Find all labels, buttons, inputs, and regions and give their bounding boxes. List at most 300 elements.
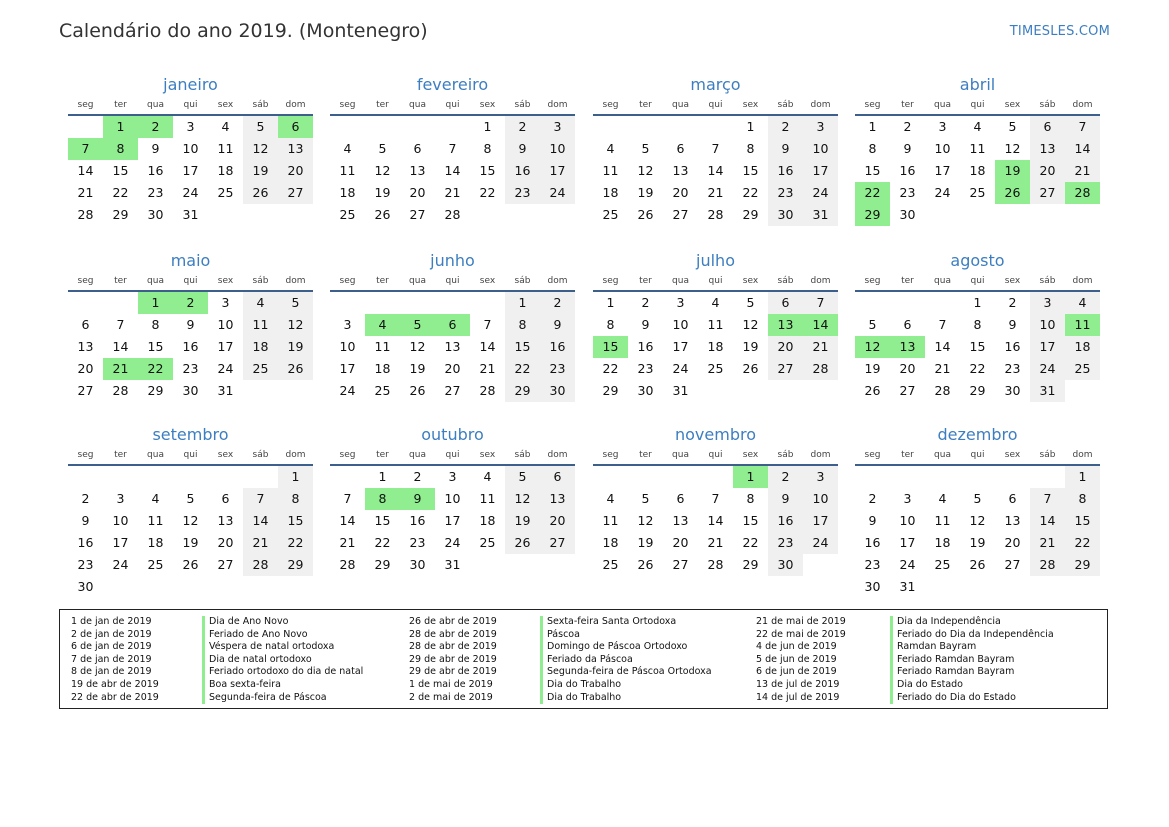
day-cell[interactable]: 12	[278, 314, 313, 336]
day-cell[interactable]: 19	[278, 336, 313, 358]
day-cell[interactable]: 19	[864, 361, 881, 376]
day-cell[interactable]: 20	[768, 336, 803, 358]
day-cell[interactable]: 22	[374, 535, 391, 550]
day-cell[interactable]: 16	[864, 535, 881, 550]
day-cell[interactable]: 12	[742, 317, 759, 332]
day-cell[interactable]: 14	[479, 339, 496, 354]
day-cell[interactable]: 3	[448, 469, 457, 484]
day-cell[interactable]: 15	[374, 513, 391, 528]
day-cell[interactable]: 6	[676, 491, 685, 506]
holiday-day-cell[interactable]: 1	[733, 466, 768, 488]
day-cell[interactable]: 13	[409, 163, 426, 178]
day-cell[interactable]: 5	[186, 491, 195, 506]
day-cell[interactable]: 21	[243, 532, 278, 554]
day-cell[interactable]: 9	[768, 488, 803, 510]
holiday-day-cell[interactable]: 2	[138, 116, 173, 138]
day-cell[interactable]: 20	[672, 535, 689, 550]
day-cell[interactable]: 10	[112, 513, 129, 528]
day-cell[interactable]: 20	[77, 361, 94, 376]
day-cell[interactable]: 20	[899, 361, 916, 376]
day-cell[interactable]: 8	[483, 141, 492, 156]
day-cell[interactable]: 7	[803, 292, 838, 314]
day-cell[interactable]: 14	[339, 513, 356, 528]
day-cell[interactable]: 31	[1030, 380, 1065, 402]
holiday-day-cell[interactable]: 13	[890, 336, 925, 358]
day-cell[interactable]: 7	[938, 317, 947, 332]
day-cell[interactable]: 24	[803, 182, 838, 204]
day-cell[interactable]: 24	[1030, 358, 1065, 380]
day-cell[interactable]: 28	[339, 557, 356, 572]
day-cell[interactable]: 2	[868, 491, 877, 506]
day-cell[interactable]: 19	[637, 185, 654, 200]
day-cell[interactable]: 17	[803, 160, 838, 182]
holiday-day-cell[interactable]: 7	[68, 138, 103, 160]
day-cell[interactable]: 25	[1065, 358, 1100, 380]
day-cell[interactable]: 18	[934, 535, 951, 550]
day-cell[interactable]: 7	[483, 317, 492, 332]
day-cell[interactable]: 20	[540, 510, 575, 532]
day-cell[interactable]: 19	[742, 339, 759, 354]
holiday-day-cell[interactable]: 12	[855, 336, 890, 358]
day-cell[interactable]: 8	[505, 314, 540, 336]
day-cell[interactable]: 19	[409, 361, 426, 376]
day-cell[interactable]: 5	[1008, 119, 1017, 134]
day-cell[interactable]: 2	[413, 469, 422, 484]
day-cell[interactable]: 30	[147, 207, 164, 222]
day-cell[interactable]: 15	[742, 163, 759, 178]
day-cell[interactable]: 26	[864, 383, 881, 398]
day-cell[interactable]: 10	[899, 513, 916, 528]
day-cell[interactable]: 25	[243, 358, 278, 380]
day-cell[interactable]: 3	[1030, 292, 1065, 314]
day-cell[interactable]: 17	[217, 339, 234, 354]
day-cell[interactable]: 21	[803, 336, 838, 358]
day-cell[interactable]: 17	[803, 510, 838, 532]
day-cell[interactable]: 11	[602, 513, 619, 528]
day-cell[interactable]: 22	[742, 185, 759, 200]
day-cell[interactable]: 1	[483, 119, 492, 134]
day-cell[interactable]: 26	[742, 361, 759, 376]
day-cell[interactable]: 16	[77, 535, 94, 550]
day-cell[interactable]: 2	[505, 116, 540, 138]
day-cell[interactable]: 7	[116, 317, 125, 332]
holiday-day-cell[interactable]: 1	[138, 292, 173, 314]
day-cell[interactable]: 10	[444, 491, 461, 506]
day-cell[interactable]: 19	[969, 535, 986, 550]
day-cell[interactable]: 27	[409, 207, 426, 222]
holiday-day-cell[interactable]: 26	[995, 182, 1030, 204]
day-cell[interactable]: 14	[243, 510, 278, 532]
day-cell[interactable]: 23	[147, 185, 164, 200]
day-cell[interactable]: 2	[768, 116, 803, 138]
day-cell[interactable]: 2	[641, 295, 650, 310]
day-cell[interactable]: 21	[339, 535, 356, 550]
day-cell[interactable]: 13	[672, 513, 689, 528]
day-cell[interactable]: 7	[243, 488, 278, 510]
day-cell[interactable]: 16	[637, 339, 654, 354]
day-cell[interactable]: 16	[1004, 339, 1021, 354]
day-cell[interactable]: 9	[768, 138, 803, 160]
day-cell[interactable]: 6	[413, 141, 422, 156]
day-cell[interactable]: 10	[934, 141, 951, 156]
day-cell[interactable]: 5	[378, 141, 387, 156]
day-cell[interactable]: 6	[1030, 116, 1065, 138]
day-cell[interactable]: 15	[1065, 510, 1100, 532]
day-cell[interactable]: 17	[444, 513, 461, 528]
holiday-day-cell[interactable]: 14	[803, 314, 838, 336]
day-cell[interactable]: 18	[602, 185, 619, 200]
day-cell[interactable]: 22	[278, 532, 313, 554]
day-cell[interactable]: 27	[672, 207, 689, 222]
day-cell[interactable]: 23	[768, 532, 803, 554]
day-cell[interactable]: 26	[409, 383, 426, 398]
day-cell[interactable]: 14	[1030, 510, 1065, 532]
day-cell[interactable]: 20	[217, 535, 234, 550]
day-cell[interactable]: 26	[278, 358, 313, 380]
day-cell[interactable]: 27	[77, 383, 94, 398]
day-cell[interactable]: 22	[742, 535, 759, 550]
day-cell[interactable]: 30	[409, 557, 426, 572]
day-cell[interactable]: 31	[182, 207, 199, 222]
day-cell[interactable]: 13	[278, 138, 313, 160]
day-cell[interactable]: 8	[746, 141, 755, 156]
day-cell[interactable]: 23	[1004, 361, 1021, 376]
day-cell[interactable]: 1	[378, 469, 387, 484]
day-cell[interactable]: 2	[768, 466, 803, 488]
day-cell[interactable]: 18	[243, 336, 278, 358]
day-cell[interactable]: 28	[1030, 554, 1065, 576]
day-cell[interactable]: 17	[182, 163, 199, 178]
day-cell[interactable]: 26	[374, 207, 391, 222]
day-cell[interactable]: 12	[374, 163, 391, 178]
day-cell[interactable]: 23	[899, 185, 916, 200]
day-cell[interactable]: 24	[803, 532, 838, 554]
holiday-day-cell[interactable]: 19	[995, 160, 1030, 182]
day-cell[interactable]: 20	[444, 361, 461, 376]
day-cell[interactable]: 1	[606, 295, 615, 310]
day-cell[interactable]: 23	[409, 535, 426, 550]
day-cell[interactable]: 27	[1004, 557, 1021, 572]
day-cell[interactable]: 15	[864, 163, 881, 178]
day-cell[interactable]: 10	[803, 138, 838, 160]
day-cell[interactable]: 11	[217, 141, 234, 156]
day-cell[interactable]: 9	[1008, 317, 1017, 332]
day-cell[interactable]: 15	[147, 339, 164, 354]
day-cell[interactable]: 19	[505, 510, 540, 532]
day-cell[interactable]: 18	[1065, 336, 1100, 358]
day-cell[interactable]: 7	[448, 141, 457, 156]
day-cell[interactable]: 24	[339, 383, 356, 398]
day-cell[interactable]: 22	[1065, 532, 1100, 554]
day-cell[interactable]: 1	[278, 466, 313, 488]
day-cell[interactable]: 14	[707, 513, 724, 528]
day-cell[interactable]: 5	[746, 295, 755, 310]
day-cell[interactable]: 8	[278, 488, 313, 510]
day-cell[interactable]: 19	[374, 185, 391, 200]
day-cell[interactable]: 10	[803, 488, 838, 510]
day-cell[interactable]: 17	[339, 361, 356, 376]
day-cell[interactable]: 27	[899, 383, 916, 398]
day-cell[interactable]: 17	[1030, 336, 1065, 358]
day-cell[interactable]: 21	[479, 361, 496, 376]
day-cell[interactable]: 11	[147, 513, 164, 528]
day-cell[interactable]: 30	[182, 383, 199, 398]
day-cell[interactable]: 14	[934, 339, 951, 354]
day-cell[interactable]: 24	[182, 185, 199, 200]
day-cell[interactable]: 19	[637, 535, 654, 550]
day-cell[interactable]: 22	[479, 185, 496, 200]
day-cell[interactable]: 30	[540, 380, 575, 402]
day-cell[interactable]: 3	[186, 119, 195, 134]
day-cell[interactable]: 15	[112, 163, 129, 178]
day-cell[interactable]: 28	[243, 554, 278, 576]
day-cell[interactable]: 6	[540, 466, 575, 488]
day-cell[interactable]: 14	[1065, 138, 1100, 160]
day-cell[interactable]: 7	[711, 141, 720, 156]
day-cell[interactable]: 12	[1004, 141, 1021, 156]
day-cell[interactable]: 1	[1065, 466, 1100, 488]
day-cell[interactable]: 10	[339, 339, 356, 354]
day-cell[interactable]: 4	[606, 141, 615, 156]
holiday-day-cell[interactable]: 6	[278, 116, 313, 138]
day-cell[interactable]: 13	[540, 488, 575, 510]
day-cell[interactable]: 20	[1004, 535, 1021, 550]
day-cell[interactable]: 24	[444, 535, 461, 550]
holiday-day-cell[interactable]: 8	[103, 138, 138, 160]
day-cell[interactable]: 12	[409, 339, 426, 354]
day-cell[interactable]: 4	[973, 119, 982, 134]
day-cell[interactable]: 3	[803, 466, 838, 488]
day-cell[interactable]: 27	[768, 358, 803, 380]
day-cell[interactable]: 22	[505, 358, 540, 380]
day-cell[interactable]: 24	[217, 361, 234, 376]
day-cell[interactable]: 13	[444, 339, 461, 354]
day-cell[interactable]: 31	[672, 383, 689, 398]
day-cell[interactable]: 7	[711, 491, 720, 506]
day-cell[interactable]: 11	[374, 339, 391, 354]
day-cell[interactable]: 25	[217, 185, 234, 200]
day-cell[interactable]: 31	[803, 204, 838, 226]
day-cell[interactable]: 21	[707, 185, 724, 200]
day-cell[interactable]: 13	[672, 163, 689, 178]
day-cell[interactable]: 23	[505, 182, 540, 204]
day-cell[interactable]: 23	[637, 361, 654, 376]
day-cell[interactable]: 8	[868, 141, 877, 156]
day-cell[interactable]: 28	[934, 383, 951, 398]
day-cell[interactable]: 28	[707, 207, 724, 222]
day-cell[interactable]: 1	[868, 119, 877, 134]
holiday-day-cell[interactable]: 5	[400, 314, 435, 336]
day-cell[interactable]: 4	[938, 491, 947, 506]
day-cell[interactable]: 29	[602, 383, 619, 398]
day-cell[interactable]: 30	[768, 554, 803, 576]
day-cell[interactable]: 18	[147, 535, 164, 550]
day-cell[interactable]: 24	[934, 185, 951, 200]
day-cell[interactable]: 14	[77, 163, 94, 178]
day-cell[interactable]: 3	[343, 317, 352, 332]
day-cell[interactable]: 24	[112, 557, 129, 572]
day-cell[interactable]: 4	[151, 491, 160, 506]
day-cell[interactable]: 22	[112, 185, 129, 200]
day-cell[interactable]: 11	[707, 317, 724, 332]
day-cell[interactable]: 13	[1030, 138, 1065, 160]
day-cell[interactable]: 6	[768, 292, 803, 314]
day-cell[interactable]: 9	[81, 513, 90, 528]
day-cell[interactable]: 5	[505, 466, 540, 488]
day-cell[interactable]: 17	[934, 163, 951, 178]
day-cell[interactable]: 7	[1030, 488, 1065, 510]
day-cell[interactable]: 5	[973, 491, 982, 506]
day-cell[interactable]: 28	[707, 557, 724, 572]
day-cell[interactable]: 9	[641, 317, 650, 332]
day-cell[interactable]: 12	[637, 163, 654, 178]
holiday-day-cell[interactable]: 13	[768, 314, 803, 336]
holiday-day-cell[interactable]: 22	[855, 182, 890, 204]
day-cell[interactable]: 26	[969, 557, 986, 572]
day-cell[interactable]: 29	[112, 207, 129, 222]
day-cell[interactable]: 11	[243, 314, 278, 336]
day-cell[interactable]: 10	[182, 141, 199, 156]
day-cell[interactable]: 14	[707, 163, 724, 178]
day-cell[interactable]: 23	[864, 557, 881, 572]
day-cell[interactable]: 23	[77, 557, 94, 572]
day-cell[interactable]: 5	[868, 317, 877, 332]
day-cell[interactable]: 28	[479, 383, 496, 398]
day-cell[interactable]: 29	[1065, 554, 1100, 576]
day-cell[interactable]: 28	[444, 207, 461, 222]
day-cell[interactable]: 22	[602, 361, 619, 376]
day-cell[interactable]: 31	[444, 557, 461, 572]
day-cell[interactable]: 15	[742, 513, 759, 528]
day-cell[interactable]: 3	[540, 116, 575, 138]
day-cell[interactable]: 1	[505, 292, 540, 314]
day-cell[interactable]: 25	[969, 185, 986, 200]
day-cell[interactable]: 6	[676, 141, 685, 156]
day-cell[interactable]: 12	[243, 138, 278, 160]
day-cell[interactable]: 23	[768, 182, 803, 204]
day-cell[interactable]: 18	[374, 361, 391, 376]
day-cell[interactable]: 29	[742, 207, 759, 222]
holiday-day-cell[interactable]: 21	[103, 358, 138, 380]
holiday-day-cell[interactable]: 9	[400, 488, 435, 510]
day-cell[interactable]: 17	[672, 339, 689, 354]
day-cell[interactable]: 4	[606, 491, 615, 506]
day-cell[interactable]: 27	[217, 557, 234, 572]
day-cell[interactable]: 2	[903, 119, 912, 134]
day-cell[interactable]: 10	[540, 138, 575, 160]
day-cell[interactable]: 10	[1030, 314, 1065, 336]
day-cell[interactable]: 26	[505, 532, 540, 554]
day-cell[interactable]: 4	[243, 292, 278, 314]
day-cell[interactable]: 14	[112, 339, 129, 354]
day-cell[interactable]: 16	[409, 513, 426, 528]
holiday-day-cell[interactable]: 4	[365, 314, 400, 336]
day-cell[interactable]: 24	[540, 182, 575, 204]
day-cell[interactable]: 11	[602, 163, 619, 178]
day-cell[interactable]: 18	[217, 163, 234, 178]
day-cell[interactable]: 5	[278, 292, 313, 314]
day-cell[interactable]: 18	[969, 163, 986, 178]
day-cell[interactable]: 25	[339, 207, 356, 222]
day-cell[interactable]: 19	[182, 535, 199, 550]
day-cell[interactable]: 16	[147, 163, 164, 178]
day-cell[interactable]: 10	[217, 317, 234, 332]
day-cell[interactable]: 21	[1065, 160, 1100, 182]
day-cell[interactable]: 16	[899, 163, 916, 178]
day-cell[interactable]: 8	[973, 317, 982, 332]
day-cell[interactable]: 8	[746, 491, 755, 506]
day-cell[interactable]: 20	[1030, 160, 1065, 182]
day-cell[interactable]: 5	[641, 491, 650, 506]
day-cell[interactable]: 29	[374, 557, 391, 572]
day-cell[interactable]: 25	[479, 535, 496, 550]
day-cell[interactable]: 3	[221, 295, 230, 310]
day-cell[interactable]: 23	[182, 361, 199, 376]
day-cell[interactable]: 23	[540, 358, 575, 380]
day-cell[interactable]: 27	[1030, 182, 1065, 204]
day-cell[interactable]: 18	[479, 513, 496, 528]
day-cell[interactable]: 30	[1004, 383, 1021, 398]
day-cell[interactable]: 11	[339, 163, 356, 178]
day-cell[interactable]: 3	[938, 119, 947, 134]
holiday-day-cell[interactable]: 22	[138, 358, 173, 380]
day-cell[interactable]: 27	[672, 557, 689, 572]
brand-link[interactable]: TIMESLES.COM	[1009, 24, 1110, 39]
day-cell[interactable]: 19	[243, 160, 278, 182]
day-cell[interactable]: 30	[864, 579, 881, 594]
day-cell[interactable]: 4	[343, 141, 352, 156]
day-cell[interactable]: 6	[1008, 491, 1017, 506]
day-cell[interactable]: 15	[505, 336, 540, 358]
holiday-day-cell[interactable]: 11	[1065, 314, 1100, 336]
day-cell[interactable]: 21	[77, 185, 94, 200]
day-cell[interactable]: 5	[641, 141, 650, 156]
day-cell[interactable]: 18	[339, 185, 356, 200]
day-cell[interactable]: 4	[221, 119, 230, 134]
day-cell[interactable]: 4	[483, 469, 492, 484]
holiday-day-cell[interactable]: 15	[593, 336, 628, 358]
day-cell[interactable]: 9	[903, 141, 912, 156]
day-cell[interactable]: 9	[868, 513, 877, 528]
day-cell[interactable]: 25	[374, 383, 391, 398]
day-cell[interactable]: 26	[243, 182, 278, 204]
day-cell[interactable]: 26	[182, 557, 199, 572]
day-cell[interactable]: 25	[147, 557, 164, 572]
day-cell[interactable]: 2	[540, 292, 575, 314]
day-cell[interactable]: 26	[637, 207, 654, 222]
day-cell[interactable]: 4	[1065, 292, 1100, 314]
holiday-day-cell[interactable]: 8	[365, 488, 400, 510]
day-cell[interactable]: 29	[505, 380, 540, 402]
day-cell[interactable]: 14	[444, 163, 461, 178]
day-cell[interactable]: 15	[479, 163, 496, 178]
day-cell[interactable]: 12	[505, 488, 540, 510]
day-cell[interactable]: 29	[278, 554, 313, 576]
day-cell[interactable]: 3	[903, 491, 912, 506]
day-cell[interactable]: 13	[77, 339, 94, 354]
day-cell[interactable]: 8	[1065, 488, 1100, 510]
holiday-day-cell[interactable]: 28	[1065, 182, 1100, 204]
holiday-day-cell[interactable]: 2	[173, 292, 208, 314]
day-cell[interactable]: 16	[505, 160, 540, 182]
day-cell[interactable]: 24	[899, 557, 916, 572]
day-cell[interactable]: 18	[602, 535, 619, 550]
day-cell[interactable]: 26	[637, 557, 654, 572]
day-cell[interactable]: 13	[217, 513, 234, 528]
day-cell[interactable]: 5	[243, 116, 278, 138]
day-cell[interactable]: 8	[606, 317, 615, 332]
day-cell[interactable]: 29	[742, 557, 759, 572]
